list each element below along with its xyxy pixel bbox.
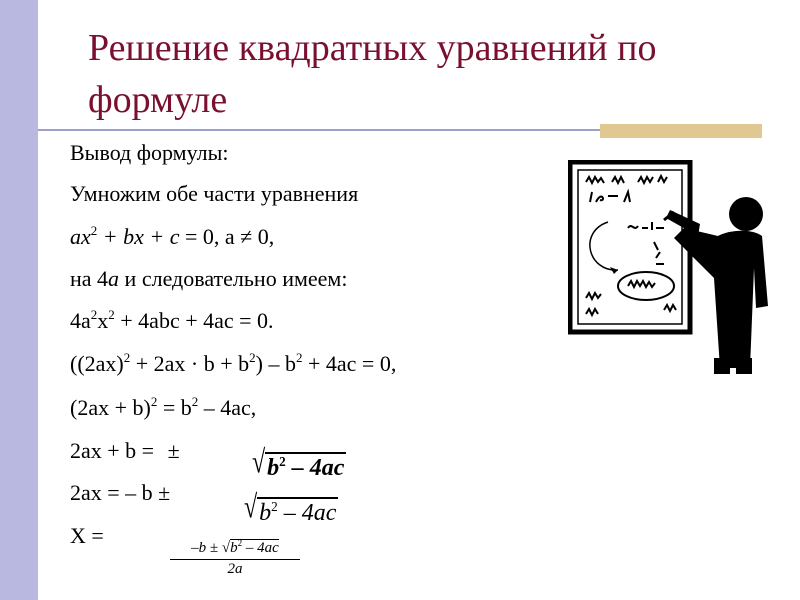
radical-expression-1 [252, 445, 346, 482]
text-part: + 2ax · b + b [130, 351, 250, 376]
exp: 2 [90, 223, 98, 238]
text-line-4 [70, 266, 347, 292]
text-part: + 4abc + 4ac = 0. [114, 308, 274, 333]
text-part: и следовательно имеем: [119, 266, 348, 291]
text-part: + 4ac = 0, [302, 351, 397, 376]
text-part: ((2ax) [70, 351, 124, 376]
radicand [230, 539, 279, 556]
text-line-10: X = [70, 523, 104, 548]
text-part: на 4 [70, 266, 109, 291]
var-a: a [108, 266, 120, 291]
equation-rest: = 0, a ≠ 0, [179, 224, 275, 249]
accent-bar [600, 124, 762, 138]
exp: 2 [295, 350, 303, 365]
text-part: ) – b [255, 351, 296, 376]
term-ax: ax [70, 224, 91, 249]
sqrt-sign: √ [221, 540, 231, 556]
text-line-1: Вывод формулы: [70, 140, 229, 165]
text-line-5 [70, 308, 274, 334]
plus-minus-sign: ± [167, 438, 180, 463]
exp: 2 [279, 454, 286, 469]
radicand-rest: – 4ac [242, 540, 279, 556]
text-line-8 [70, 438, 180, 464]
radicand-rest: – 4ac [285, 455, 345, 482]
term-bx-c: + bx + c [97, 224, 180, 249]
text-line-7 [70, 395, 256, 421]
text-part: = b [157, 395, 192, 420]
text-part: x [97, 308, 109, 333]
radicand-b: b [259, 500, 272, 527]
text-line-3 [70, 224, 274, 250]
radicand-b: b [230, 540, 238, 556]
fraction-numerator [170, 538, 300, 560]
text-part: 2ax + b = [70, 438, 160, 463]
exp: 2 [191, 394, 199, 409]
radical-expression-2 [244, 490, 338, 527]
text-part: – 4ac, [198, 395, 257, 420]
teacher-at-blackboard-icon [568, 160, 768, 375]
text-part: 4a [70, 308, 91, 333]
sqrt-sign: √ [244, 490, 258, 526]
exp: 2 [271, 499, 278, 514]
text-line-2: Умножим обе части уравнения [70, 181, 359, 206]
sqrt-sign: √ [252, 445, 266, 481]
slide-title: Решение квадратных уравнений по формуле [88, 27, 657, 121]
fraction-denominator: 2a [227, 561, 243, 577]
text-part: (2ax + b) [70, 395, 151, 420]
text-line-6 [70, 351, 396, 377]
radicand [257, 497, 338, 527]
numerator-prefix: –b ± [191, 540, 222, 556]
exp: 2 [249, 350, 256, 365]
exp: 2 [237, 538, 243, 548]
text-line-9: 2ax = – b ± [70, 480, 171, 505]
quadratic-formula-fraction [170, 538, 300, 578]
radicand-rest: – 4ac [277, 500, 337, 527]
exp: 2 [108, 307, 115, 322]
exp: 2 [90, 307, 98, 322]
radicand [265, 452, 346, 482]
exp: 2 [123, 350, 131, 365]
exp: 2 [150, 394, 158, 409]
radicand-b: b [267, 455, 280, 482]
slide-sidebar [0, 0, 38, 600]
